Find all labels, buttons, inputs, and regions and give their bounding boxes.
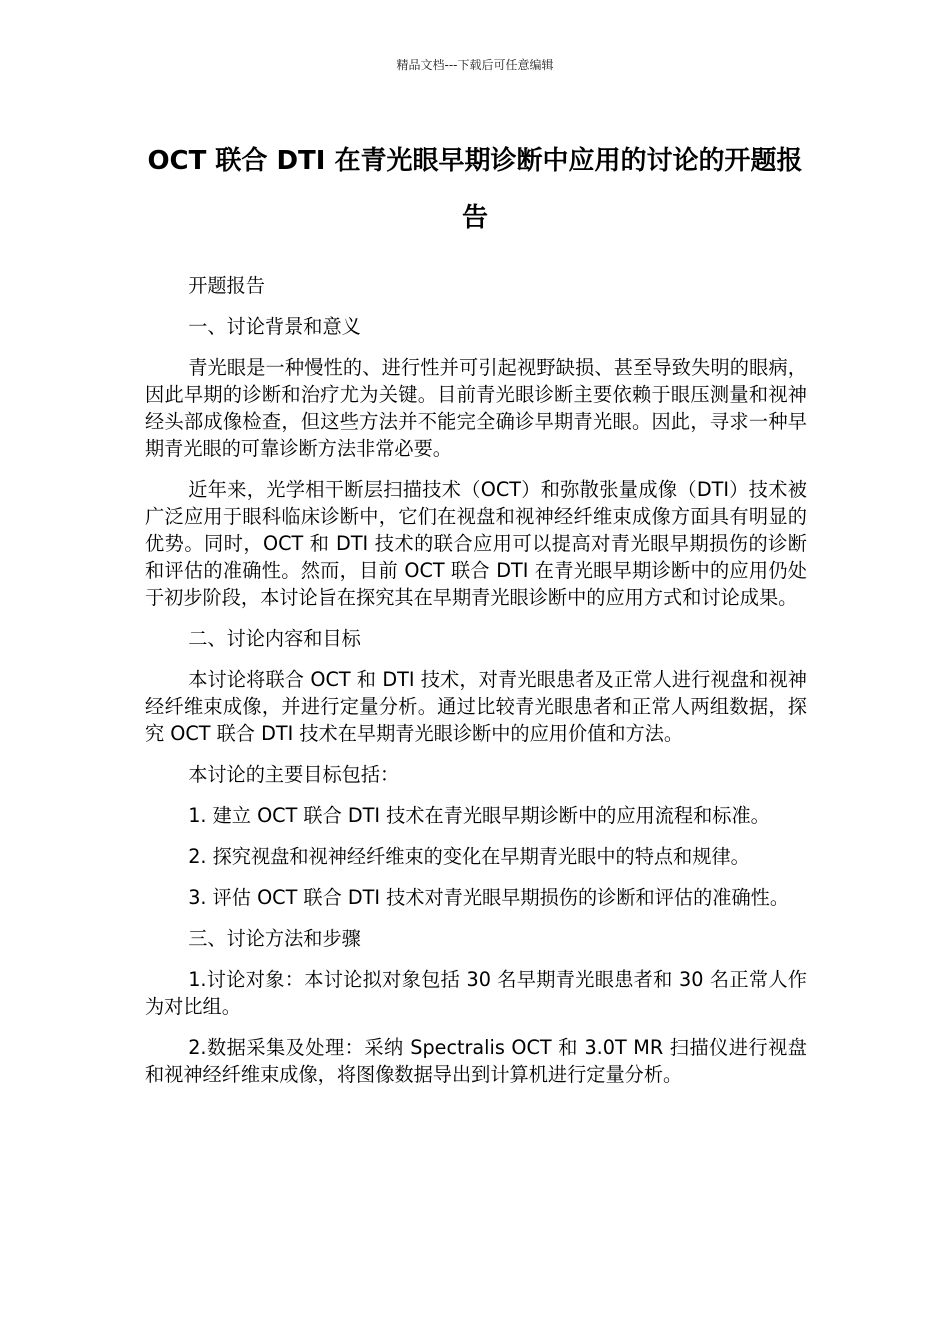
goal-item-3: 3. 评估 OCT 联合 DTI 技术对青光眼早期损伤的诊断和评估的准确性。 [188,886,790,909]
paragraph-background-1: 青光眼是一种慢性的、进行性并可引起视野缺损、甚至导致失明的眼病，因此早期的诊断和治疗尤为关键。目前青光眼诊断主要依赖于眼压测量和视神经头部成像检查，但这些方法并不能完全确诊早期青光眼。因此，寻求一种早期青光眼的可靠诊断方法非常必要。 [145,356,807,460]
paragraph-content: 本讨论将联合 OCT 和 DTI 技术，对青光眼患者及正常人进行视盘和视神经纤维束成像，并进行定量分析。通过比较青光眼患者和正常人两组数据，探究 OCT 联合 DTI 技术在早期青光眼诊断中的应用价值和方法。 [145,668,807,745]
section-label-proposal: 开题报告 [188,274,265,297]
paragraph-goals-intro: 本讨论的主要目标包括： [188,763,400,786]
method-item-2: 2.数据采集及处理：采纳 Spectralis OCT 和 3.0T MR 扫描仪进行视盘和视神经纤维束成像，将图像数据导出到计算机进行定量分析。 [145,1036,807,1086]
section-heading-methods: 三、讨论方法和步骤 [188,927,361,950]
goal-item-1: 1. 建立 OCT 联合 DTI 技术在青光眼早期诊断中的应用流程和标准。 [188,804,770,827]
document-body [145,272,807,1102]
section-heading-content-goals: 二、讨论内容和目标 [188,627,361,650]
goal-item-2: 2. 探究视盘和视神经纤维束的变化在早期青光眼中的特点和规律。 [188,845,750,868]
document-title: OCT 联合 DTI 在青光眼早期诊断中应用的讨论的开题报告 [147,146,803,233]
method-item-1: 1.讨论对象：本讨论拟对象包括 30 名早期青光眼患者和 30 名正常人作为对比组。 [145,968,807,1018]
header-note: 精品文档---下载后可任意编辑 [396,58,554,72]
section-heading-background: 一、讨论背景和意义 [188,315,361,338]
paragraph-background-2: 近年来，光学相干断层扫描技术（OCT）和弥散张量成像（DTI）技术被广泛应用于眼科临床诊断中，它们在视盘和视神经纤维束成像方面具有明显的优势。同时，OCT 和 DTI 技术的联合应用可以提高对青光眼早期损伤的诊断和评估的准确性。然而，目前 OCT 联合 DTI 在青光眼早期诊断中的应用仍处于初步阶段，本讨论旨在探究其在早期青光眼诊断中的应用方式和讨论成果。 [145,478,807,609]
